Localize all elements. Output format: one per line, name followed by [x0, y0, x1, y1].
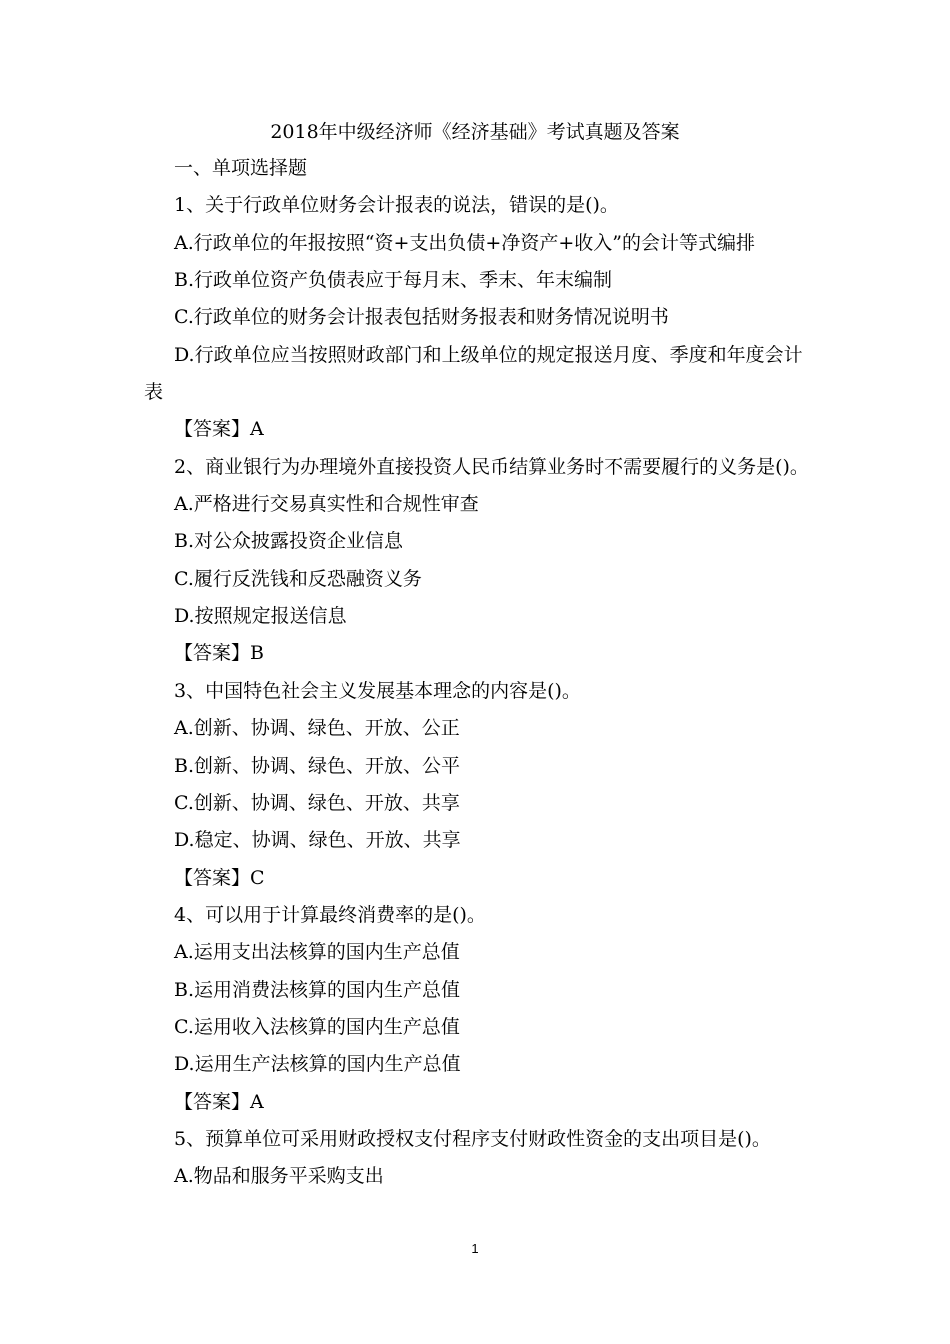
question-option: A.行政单位的年报按照“资+支出负债+净资产+收入”的会计等式编排: [174, 231, 755, 254]
question-option: D.运用生产法核算的国内生产总值: [174, 1053, 461, 1076]
document-body: [144, 150, 820, 1196]
question-option: D.按照规定报送信息: [174, 605, 347, 628]
question-stem: 5、预算单位可采用财政授权支付程序支付财政性资金的支出项目是()。: [174, 1127, 771, 1150]
question-option: A.运用支出法核算的国内生产总值: [174, 941, 460, 964]
question-option: B.运用消费法核算的国内生产总值: [174, 978, 461, 1001]
question-option-continuation: 表: [144, 381, 164, 404]
question-answer: 【答案】C: [174, 866, 265, 889]
question-option: A.严格进行交易真实性和合规性审查: [174, 493, 479, 516]
section-heading: 一、单项选择题: [174, 157, 308, 179]
question-option: A.创新、协调、绿色、开放、公正: [174, 717, 460, 740]
question-option: C.创新、协调、绿色、开放、共享: [174, 791, 460, 814]
question-option: B.创新、协调、绿色、开放、公平: [174, 754, 461, 777]
question-option: B.对公众披露投资企业信息: [174, 530, 404, 553]
question-option: C.行政单位的财务会计报表包括财务报表和财务情况说明书: [174, 306, 669, 329]
question-stem: 3、中国特色社会主义发展基本理念的内容是()。: [174, 679, 581, 702]
question-option: D.行政单位应当按照财政部门和上级单位的规定报送月度、季度和年度会计: [174, 343, 803, 366]
question-option: C.运用收入法核算的国内生产总值: [174, 1015, 460, 1038]
document-title: 2018年中级经济师《经济基础》考试真题及答案: [270, 121, 680, 143]
question-option: D.稳定、协调、绿色、开放、共享: [174, 829, 461, 852]
question-stem: 2、商业银行为办理境外直接投资人民币结算业务时不需要履行的义务是()。: [174, 455, 809, 478]
question-stem: 4、可以用于计算最终消费率的是()。: [174, 903, 486, 926]
page-number: 1: [471, 1241, 479, 1256]
question-answer: 【答案】A: [174, 418, 264, 441]
question-answer: 【答案】B: [174, 642, 264, 665]
question-answer: 【答案】A: [174, 1090, 264, 1113]
question-option: C.履行反洗钱和反恐融资义务: [174, 567, 422, 590]
question-option: A.物品和服务平采购支出: [174, 1165, 384, 1188]
question-option: B.行政单位资产负债表应于每月末、季末、年末编制: [174, 269, 613, 292]
question-stem: 1、关于行政单位财务会计报表的说法，错误的是()。: [174, 194, 619, 217]
